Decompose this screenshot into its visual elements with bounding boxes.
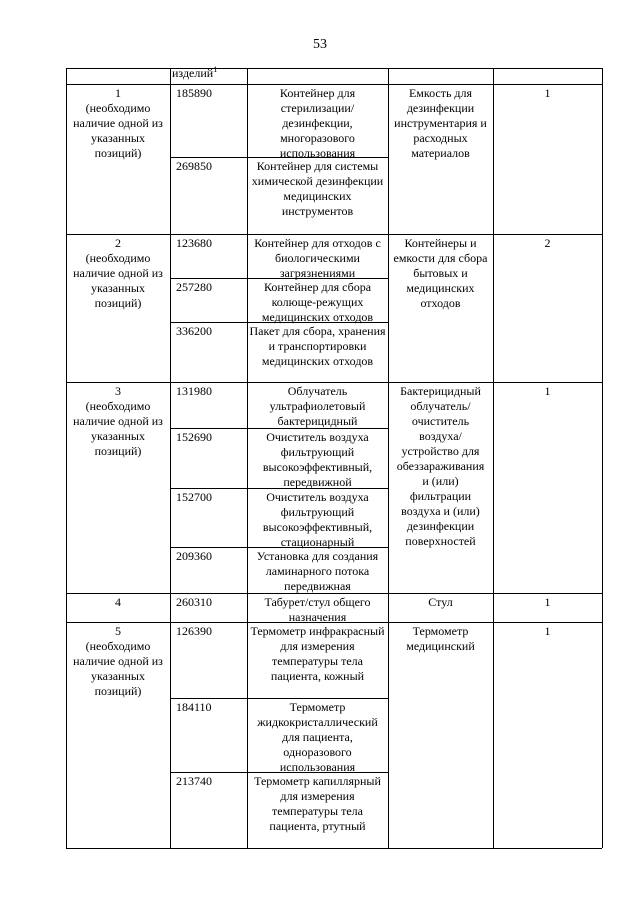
item-code: 126390 <box>176 624 212 638</box>
group-number: 1 <box>115 86 121 100</box>
table-column-line <box>170 68 171 848</box>
item-name: Табурет/стул общего назначения <box>264 595 371 624</box>
item-name: Термометр жидкокристаллический для пациента, одноразового использования <box>257 700 378 774</box>
item-name: Контейнер для сбора колюще-режущих медицинских отходов <box>261 280 374 324</box>
item-name: Термометр инфракрасный для измерения температуры тела пациента, кожный <box>250 624 385 683</box>
table-top-line <box>66 68 602 69</box>
item-code: 269850 <box>176 159 212 173</box>
item-code: 257280 <box>176 280 212 294</box>
group-category: Термометр медицинский <box>406 624 475 653</box>
group-note: (необходимо наличие одной из указанных позиций) <box>73 101 163 160</box>
group-category: Емкость для дезинфекции инструментария и расходных материалов <box>394 86 487 160</box>
group-bottom-line <box>66 234 602 235</box>
item-name: Пакет для сбора, хранения и транспортировки медицинских отходов <box>249 324 386 368</box>
group-quantity: 1 <box>544 86 551 100</box>
header-footnote: 1 <box>213 65 218 74</box>
group-quantity: 2 <box>544 236 551 250</box>
group-category: Бактерицидный облучатель/ очиститель воздуха/ устройство для обеззараживания и (или) фильтрации воздуха и (или) дезинфекции поверхностей <box>396 384 485 548</box>
item-code: 152690 <box>176 430 212 444</box>
group-number: 3 <box>115 384 121 398</box>
item-code: 260310 <box>176 595 212 609</box>
item-code: 131980 <box>176 384 212 398</box>
item-code: 184110 <box>176 700 212 714</box>
item-separator-line <box>170 698 388 699</box>
group-quantity: 1 <box>544 595 551 609</box>
item-name: Облучатель ультрафиолетовый бактерицидный <box>269 384 366 428</box>
item-code: 185890 <box>176 86 212 100</box>
table-column-line <box>66 68 67 848</box>
table-column-line <box>493 68 494 848</box>
group-category: Контейнеры и емкости для сбора бытовых и медицинских отходов <box>393 236 488 310</box>
item-name: Термометр капиллярный для измерения температуры тела пациента, ртутный <box>254 774 381 833</box>
group-note: (необходимо наличие одной из указанных позиций) <box>73 639 163 698</box>
item-code: 213740 <box>176 774 212 788</box>
group-number: 5 <box>115 624 121 638</box>
item-name: Очиститель воздуха фильтрующий высокоэффективный, стационарный <box>262 490 373 549</box>
item-code: 336200 <box>176 324 212 338</box>
group-number: 2 <box>115 236 121 250</box>
group-bottom-line <box>66 382 602 383</box>
group-note: (необходимо наличие одной из указанных позиций) <box>73 251 163 310</box>
item-name: Установка для создания ламинарного потока передвижная <box>256 549 379 593</box>
group-bottom-line <box>66 848 602 849</box>
item-code: 209360 <box>176 549 212 563</box>
table-column-line <box>388 68 389 848</box>
item-name: Контейнер для системы химической дезинфекции медицинских инструментов <box>251 159 384 218</box>
group-category: Стул <box>428 595 453 609</box>
group-quantity: 1 <box>544 384 551 398</box>
group-number: 4 <box>115 595 121 609</box>
item-name: Контейнер для отходов с биологическими загрязнениями <box>254 236 381 280</box>
item-name: Контейнер для стерилизации/ дезинфекции, многоразового использования <box>279 86 356 160</box>
group-note: (необходимо наличие одной из указанных позиций) <box>73 399 163 458</box>
item-code: 123680 <box>176 236 212 250</box>
table-column-line <box>247 68 248 848</box>
header-bottom-line <box>66 84 602 85</box>
header-label: изделий <box>172 66 214 80</box>
table-column-line <box>602 68 603 848</box>
item-name: Очиститель воздуха фильтрующий высокоэффективный, передвижной <box>262 430 373 489</box>
page-number: 53 <box>313 37 327 52</box>
group-quantity: 1 <box>544 624 551 638</box>
item-code: 152700 <box>176 490 212 504</box>
